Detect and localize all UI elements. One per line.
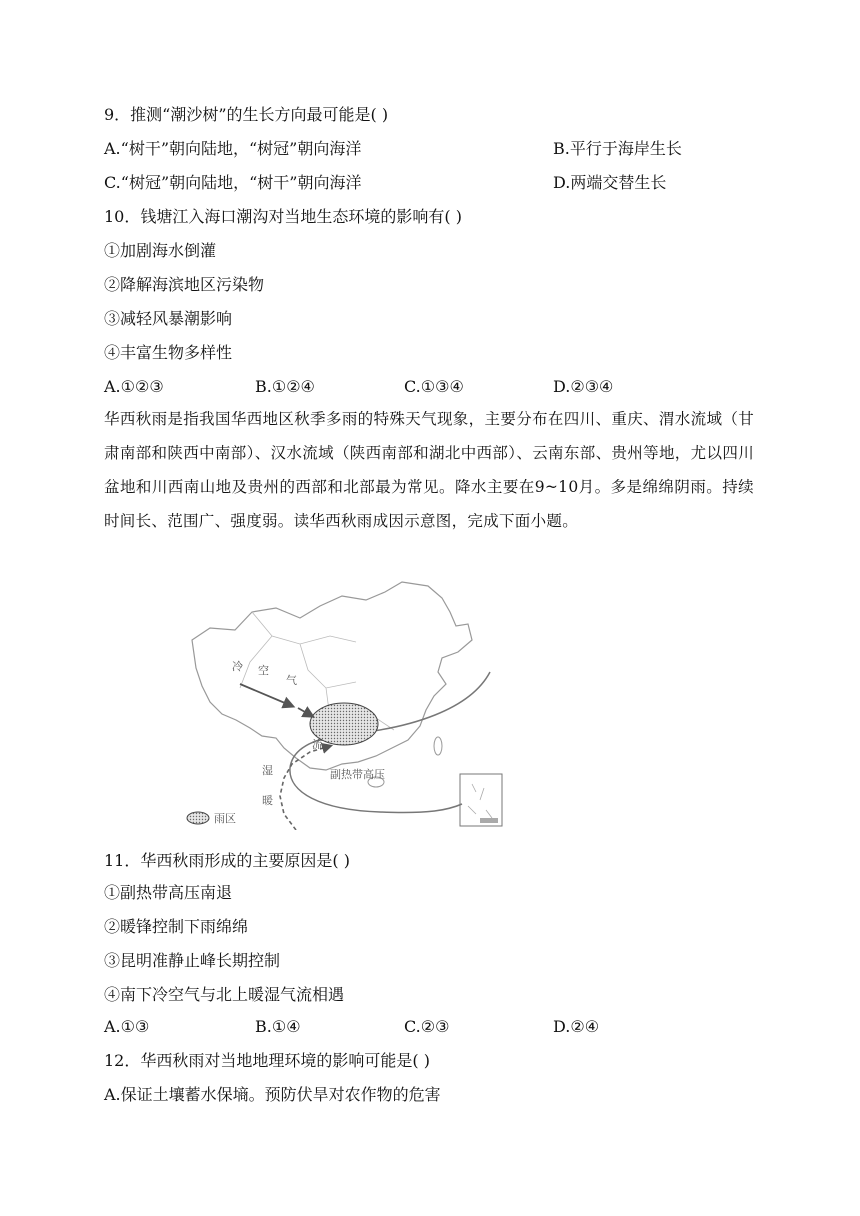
autumn-rain-map <box>180 578 520 830</box>
legend-label: 雨区 <box>214 812 236 825</box>
q9-option-a: A.“树干”朝向陆地，“树冠”朝向海洋 <box>104 139 362 158</box>
q10-option-b: B.①②④ <box>255 377 315 396</box>
subtropical-high-label: 副热带高压 <box>330 768 385 781</box>
q11-option-a: A.①③ <box>104 1017 150 1036</box>
q10-item-3: ③减轻风暴潮影响 <box>104 309 233 328</box>
q10-option-a: A.①②③ <box>104 377 164 396</box>
q10-item-2: ②降解海滨地区污染物 <box>104 275 265 294</box>
q9-option-c: C.“树冠”朝向陆地，“树干”朝向海洋 <box>104 173 362 192</box>
q11-option-c: C.②③ <box>404 1017 450 1036</box>
warm-air-label-1: 湿 <box>262 764 273 777</box>
cold-air-label-3: 气 <box>286 674 297 687</box>
q11-stem: 11．华西秋雨形成的主要原因是( ) <box>104 851 350 870</box>
q11-item-2: ②暖锋控制下雨绵绵 <box>104 917 249 936</box>
q9-stem: 9．推测“潮沙树”的生长方向最可能是( ) <box>104 105 389 124</box>
q10-option-c: C.①③④ <box>404 377 464 396</box>
q11-item-1: ①副热带高压南退 <box>104 883 233 902</box>
cold-air-label-1: 冷 <box>232 660 243 673</box>
q9-option-d: D.两端交替生长 <box>553 173 667 192</box>
q10-item-1: ①加剧海水倒灌 <box>104 241 217 260</box>
q11-item-3: ③昆明准静止峰长期控制 <box>104 951 281 970</box>
passage: 华西秋雨是指我国华西地区秋季多雨的特殊天气现象，主要分布在四川、重庆、渭水流域（甘肃南部和陕西中南部）、汉水流域（陕西南部和湖北中西部）、云南东部、贵州等地，尤以四川盆地和川西南山地及贵州的西部和北部最为常见。降水主要在9~10月。多是绵绵阴雨。持续时间长、范围广、强度弱。读华西秋雨成因示意图，完成下面小题。 <box>104 410 754 530</box>
warm-air-arrow <box>280 746 330 830</box>
q12-stem: 12．华西秋雨对当地地理环境的影响可能是( ) <box>104 1051 430 1070</box>
q11-option-b: B.①④ <box>255 1017 301 1036</box>
cold-air-label-2: 空 <box>258 664 269 677</box>
q10-stem: 10．钱塘江入海口潮沟对当地生态环境的影响有( ) <box>104 207 462 226</box>
q9-option-b: B.平行于海岸生长 <box>553 139 682 158</box>
q11-item-4: ④南下冷空气与北上暖湿气流相遇 <box>104 985 345 1004</box>
cold-air-arrow <box>240 684 292 706</box>
flow-label: 流 <box>312 738 323 751</box>
q11-option-d: D.②④ <box>553 1017 600 1036</box>
q10-option-d: D.②③④ <box>553 377 614 396</box>
q12-option-a: A.保证土壤蓄水保墒。预防伏旱对农作物的危害 <box>104 1085 441 1104</box>
warm-air-label-2: 暖 <box>262 794 273 807</box>
legend-rain-swatch <box>187 812 209 824</box>
q10-item-4: ④丰富生物多样性 <box>104 343 233 362</box>
